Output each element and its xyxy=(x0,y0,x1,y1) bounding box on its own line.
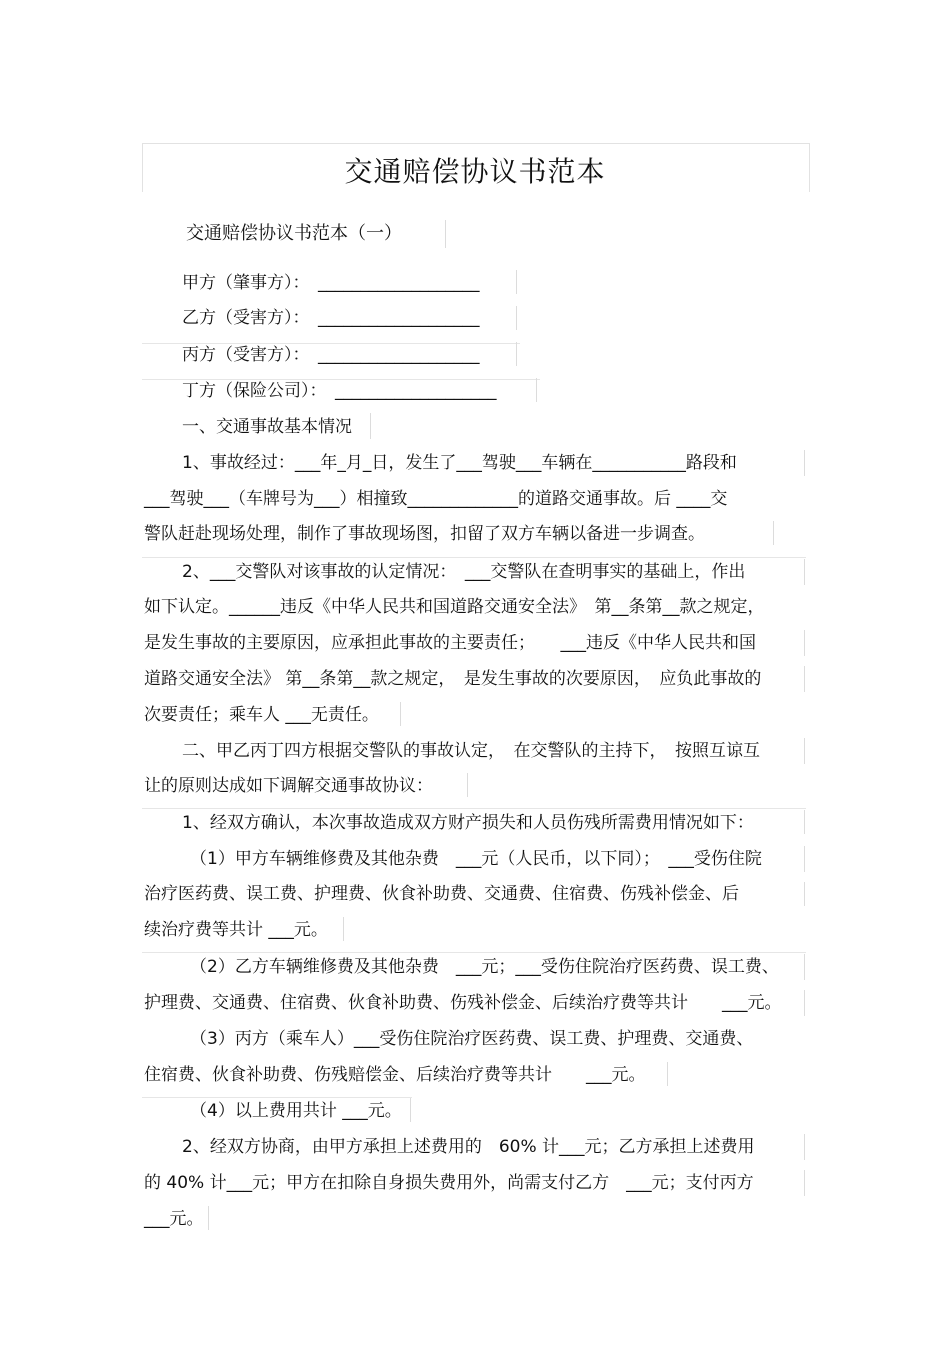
divider xyxy=(804,990,805,1016)
paragraph-line: 1、经双方确认，本次事故造成双方财产损失和人员伤残所需费用情况如下： xyxy=(182,813,754,833)
divider xyxy=(667,1062,668,1086)
divider xyxy=(804,1170,805,1196)
divider xyxy=(804,630,805,656)
paragraph-line: （2）乙方车辆维修费及其他杂费 ___元；___受伤住院治疗医药费、误工费、 xyxy=(190,957,779,977)
divider xyxy=(142,952,806,953)
divider xyxy=(536,378,537,402)
divider xyxy=(142,1097,412,1098)
paragraph-line: 二、甲乙丙丁四方根据交警队的事故认定， 在交警队的主持下， 按照互谅互 xyxy=(182,741,760,761)
divider xyxy=(142,557,806,558)
divider xyxy=(804,846,805,872)
paragraph-line: 让的原则达成如下调解交通事故协议： xyxy=(144,776,433,796)
party-line: 丁方（保险公司）： ___________________ xyxy=(182,381,497,401)
section-subtitle: 交通赔偿协议书范本（一） xyxy=(186,223,402,244)
divider xyxy=(516,270,517,294)
divider xyxy=(516,306,517,330)
divider xyxy=(516,342,517,366)
divider xyxy=(804,954,805,980)
paragraph-line: ___驾驶___（车牌号为___）相撞致_____________的道路交通事故。后 ____交 xyxy=(144,489,728,509)
divider xyxy=(400,702,401,726)
party-line: 甲方（肇事方）： ___________________ xyxy=(182,273,480,293)
divider xyxy=(804,666,805,692)
divider xyxy=(804,810,805,834)
divider xyxy=(343,917,344,941)
paragraph-line: 住宿费、伙食补助费、伤残赔偿金、后续治疗费等共计 ___元。 xyxy=(144,1065,646,1085)
divider xyxy=(410,1098,411,1122)
divider xyxy=(804,882,805,906)
paragraph-line: 2、___交警队对该事故的认定情况： ___交警队在查明事实的基础上，作出 xyxy=(182,562,746,582)
paragraph-line: 的 40% 计___元；甲方在扣除自身损失费用外，尚需支付乙方 ___元；支付丙方 xyxy=(144,1173,754,1193)
paragraph-line: （4）以上费用共计 ___元。 xyxy=(190,1101,402,1121)
paragraph-line: 护理费、交通费、住宿费、伙食补助费、伤残补偿金、后续治疗费等共计 ___元。 xyxy=(144,993,782,1013)
paragraph-line: 是发生事故的主要原因，应承担此事故的主要责任； ___违反《中华人民共和国 xyxy=(144,633,756,653)
paragraph-line: 治疗医药费、误工费、护理费、伙食补助费、交通费、住宿费、伤残补偿金、后 xyxy=(144,884,739,904)
divider xyxy=(773,521,774,545)
divider xyxy=(142,808,806,809)
paragraph-line: 续治疗费等共计 ___元。 xyxy=(144,920,328,940)
paragraph-line: 1、事故经过：___年_月_日，发生了___驾驶___车辆在___________路段和 xyxy=(182,453,737,473)
divider xyxy=(804,559,805,585)
party-line: 丙方（受害方）： ___________________ xyxy=(182,345,480,365)
section-heading: 一、交通事故基本情况 xyxy=(182,417,352,437)
paragraph-line: 2、经双方协商，由甲方承担上述费用的 60% 计___元；乙方承担上述费用 xyxy=(182,1137,755,1157)
divider xyxy=(804,450,805,476)
paragraph-line: 警队赶赴现场处理，制作了事故现场图，扣留了双方车辆以备进一步调查。 xyxy=(144,524,705,544)
document-title: 交通赔偿协议书范本 xyxy=(344,155,606,188)
paragraph-line: 次要责任；乘车人 ___无责任。 xyxy=(144,705,379,725)
paragraph-line: （3）丙方（乘车人）___受伤住院治疗医药费、误工费、护理费、交通费、 xyxy=(190,1029,754,1049)
divider xyxy=(804,1134,805,1160)
paragraph-line: 如下认定。______违反《中华人民共和国道路交通安全法》 第__条第__款之规定， xyxy=(144,597,765,617)
paragraph-line: ___元。 xyxy=(144,1209,204,1229)
divider xyxy=(467,773,468,797)
paragraph-line: 道路交通安全法》 第__条第__款之规定， 是发生事故的次要原因， 应负此事故的 xyxy=(144,669,762,689)
divider xyxy=(370,413,371,439)
divider xyxy=(208,1206,209,1230)
divider xyxy=(445,220,446,248)
party-line: 乙方（受害方）： ___________________ xyxy=(182,308,480,328)
paragraph-line: （1）甲方车辆维修费及其他杂费 ___元（人民币，以下同）； ___受伤住院 xyxy=(190,849,762,869)
divider xyxy=(804,738,805,764)
